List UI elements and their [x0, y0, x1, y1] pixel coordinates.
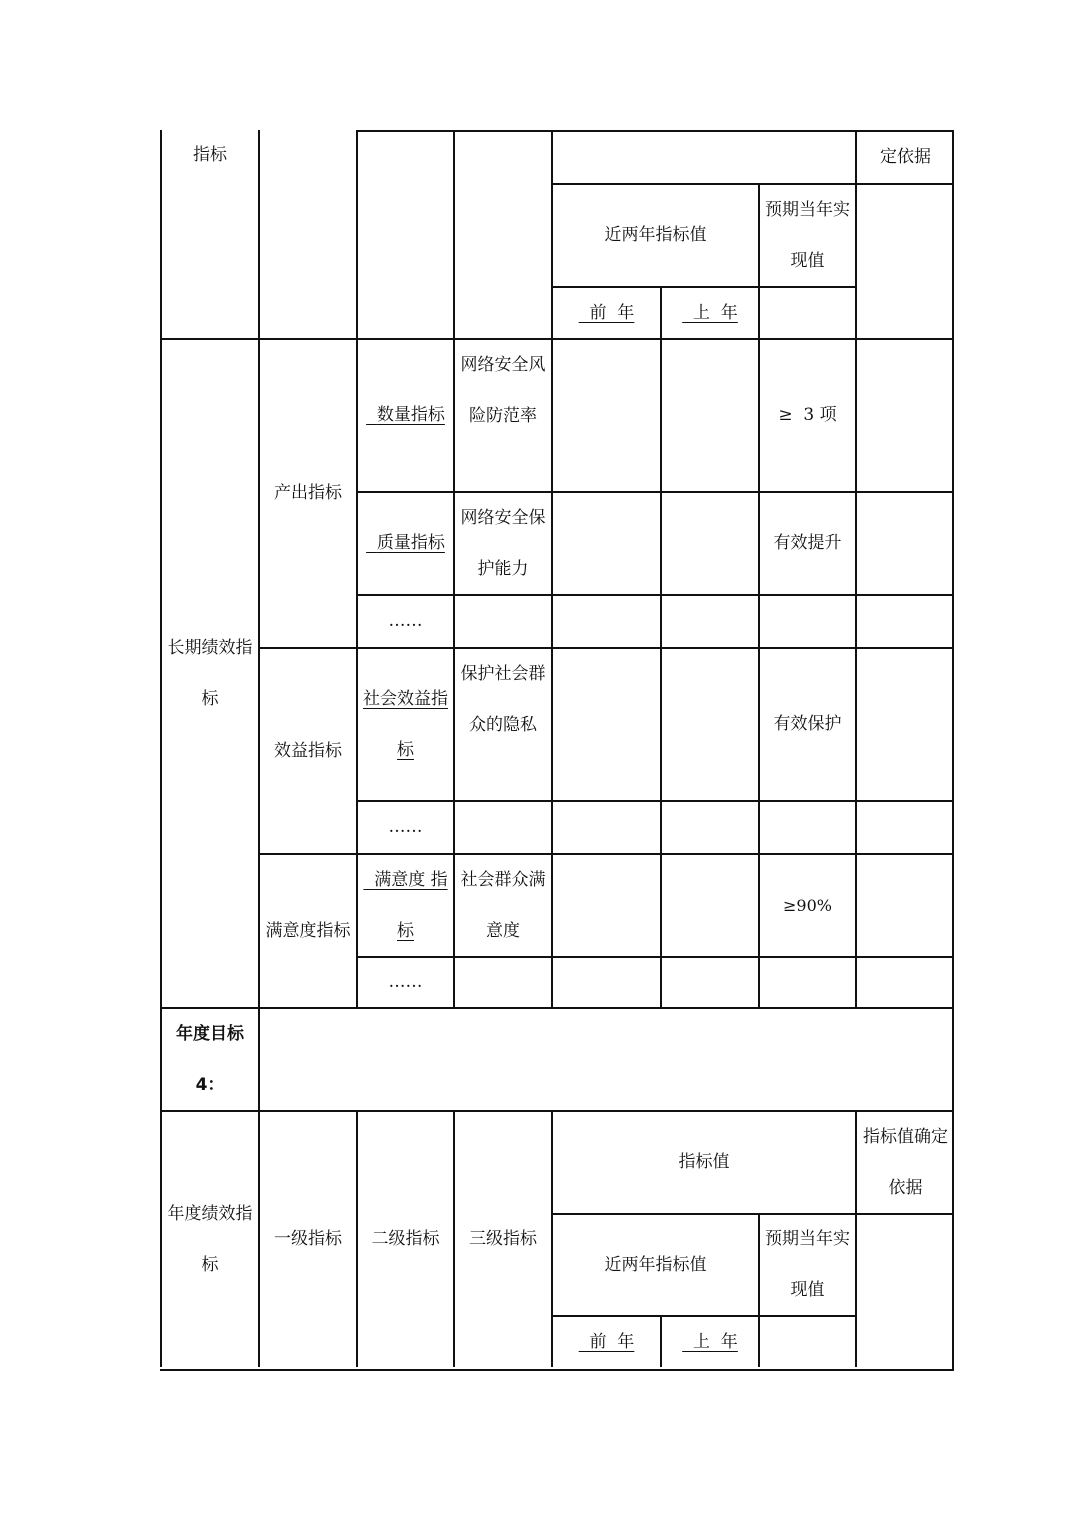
- annual-expected-current-cell: [758, 1213, 855, 1315]
- annual-level3-cell: [453, 1110, 551, 1367]
- performance-indicator-table: [160, 130, 954, 1371]
- social-basis-cell: [855, 647, 954, 800]
- output-more-c5: [551, 594, 660, 647]
- quantity-y1-cell: [551, 338, 660, 491]
- annual-expected-blank-cell: [758, 1315, 855, 1367]
- satisfaction-expected-value: ≥90%: [783, 896, 832, 915]
- satisfaction-more-c5: [551, 956, 660, 1007]
- benefit-more-c4: [453, 800, 551, 853]
- annual-recent-two-years-cell: [551, 1213, 758, 1315]
- satisfaction-more-c7: [758, 956, 855, 1007]
- quality-y1-cell: [551, 491, 660, 594]
- social-y2-cell: [660, 647, 758, 800]
- header-recent-two-years-text: 近两年指标值: [604, 225, 707, 245]
- satisfaction-more-ellipsis: ……: [388, 972, 423, 992]
- header-recent-two-years-cell: [551, 183, 758, 286]
- header-basis-text: 定依据: [880, 147, 931, 167]
- output-more-c8: [855, 594, 954, 647]
- social-expected-value: 有效保护: [773, 714, 842, 734]
- benefit-more-c6: [660, 800, 758, 853]
- satisfaction-more-c4: [453, 956, 551, 1007]
- annual-level2-label: 二级指标: [371, 1229, 440, 1249]
- header-expected-current-cell: [758, 183, 855, 286]
- quality-item-text: 网络安全保护能力: [460, 508, 546, 579]
- annual-goal-content-cell: [258, 1007, 954, 1110]
- quality-basis-cell: [855, 491, 954, 594]
- benefit-indicator-label: 效益指标: [274, 740, 342, 761]
- annual-expected-current-label: 预期当年实现值: [765, 1229, 850, 1300]
- benefit-more-c8: [855, 800, 954, 853]
- social-benefit-label: 社会效益指标: [363, 688, 448, 760]
- output-indicator-cell: [258, 338, 356, 647]
- annual-level2-cell: [356, 1110, 453, 1367]
- satisfaction-expected-cell: [758, 853, 855, 956]
- annual-level1-label: 一级指标: [274, 1229, 342, 1249]
- header-last-year-cell: [660, 286, 758, 338]
- header-year-before-last-cell: [551, 286, 660, 338]
- quantity-indicator-label: 数量指标: [366, 405, 445, 425]
- quality-item-cell: [453, 491, 551, 594]
- header-indicator-value-cell: [551, 130, 855, 183]
- quality-y2-cell: [660, 491, 758, 594]
- satisfaction-more-cell: [356, 956, 453, 1007]
- annual-year-before-last-cell: [551, 1315, 660, 1367]
- social-item-text: 保护社会群众的隐私: [460, 664, 546, 735]
- quantity-y2-cell: [660, 338, 758, 491]
- annual-perf-label-cell: [160, 1110, 258, 1367]
- output-more-ellipsis: ……: [388, 611, 423, 631]
- annual-recent-two-years-label: 近两年指标值: [604, 1254, 707, 1275]
- annual-last-year-cell: [660, 1315, 758, 1367]
- annual-level1-cell: [258, 1110, 356, 1367]
- satisfaction-indicator-label: 满意度指标: [265, 920, 351, 941]
- header-year-before-last-text: 前 年: [578, 302, 635, 323]
- social-y1-cell: [551, 647, 660, 800]
- quality-indicator-cell: [356, 491, 453, 594]
- social-item-cell: [453, 647, 551, 800]
- satisfaction-sub-label: 满意度 指标: [363, 870, 448, 941]
- output-more-cell: [356, 594, 453, 647]
- output-more-c4: [453, 594, 551, 647]
- long-term-label: 长期绩效指标: [167, 637, 253, 709]
- social-benefit-cell: [356, 647, 453, 800]
- annual-basis-blank-cell: [855, 1213, 954, 1367]
- annual-perf-label: 年度绩效指标: [167, 1203, 253, 1275]
- annual-level3-label: 三级指标: [469, 1229, 537, 1249]
- satisfaction-more-c6: [660, 956, 758, 1007]
- quality-expected-cell: [758, 491, 855, 594]
- benefit-more-c5: [551, 800, 660, 853]
- satisfaction-item-cell: [453, 853, 551, 956]
- satisfaction-y2-cell: [660, 853, 758, 956]
- output-more-c6: [660, 594, 758, 647]
- header-last-year-text: 上 年: [682, 302, 738, 323]
- social-expected-cell: [758, 647, 855, 800]
- annual-basis-label: 指标值确定依据: [863, 1126, 948, 1198]
- long-term-label-cell: [160, 338, 258, 1007]
- quality-indicator-label: 质量指标: [366, 533, 445, 553]
- header-expected-blank-cell: [758, 286, 855, 338]
- header-indicator-cell: [160, 130, 258, 338]
- satisfaction-sub-cell: [356, 853, 453, 956]
- header-level1-cell: [258, 130, 356, 338]
- satisfaction-y1-cell: [551, 853, 660, 956]
- benefit-indicator-cell: [258, 647, 356, 853]
- quantity-item-text: 网络安全风险防范率: [460, 355, 546, 426]
- quantity-expected-value: ≥ 3 项: [778, 405, 837, 425]
- quantity-expected-cell: [758, 338, 855, 491]
- benefit-more-c7: [758, 800, 855, 853]
- header-basis-blank-cell: [855, 183, 954, 338]
- header-indicator-text: 指标: [193, 145, 227, 165]
- annual-basis-cell: [855, 1110, 954, 1213]
- header-level2-cell: [356, 130, 453, 338]
- quantity-basis-cell: [855, 338, 954, 491]
- header-expected-current-text: 预期当年实现值: [765, 199, 850, 271]
- satisfaction-more-c8: [855, 956, 954, 1007]
- benefit-more-ellipsis: ……: [388, 817, 423, 837]
- quantity-indicator-cell: [356, 338, 453, 491]
- annual-goal-label: 年度目标4：: [176, 1023, 244, 1095]
- quality-expected-value: 有效提升: [773, 533, 842, 553]
- satisfaction-indicator-cell: [258, 853, 356, 1007]
- output-indicator-label: 产出指标: [274, 483, 342, 503]
- annual-indicator-value-label: 指标值: [678, 1152, 730, 1172]
- annual-indicator-value-cell: [551, 1110, 855, 1213]
- output-more-c7: [758, 594, 855, 647]
- annual-year-before-last-label: 前 年: [578, 1331, 635, 1352]
- header-basis-cell: [855, 130, 954, 183]
- satisfaction-basis-cell: [855, 853, 954, 956]
- annual-last-year-label: 上 年: [682, 1331, 738, 1352]
- annual-goal-label-cell: [160, 1007, 258, 1110]
- benefit-more-cell: [356, 800, 453, 853]
- quantity-item-cell: [453, 338, 551, 491]
- header-level3-cell: [453, 130, 551, 338]
- satisfaction-item-text: 社会群众满意度: [460, 870, 546, 941]
